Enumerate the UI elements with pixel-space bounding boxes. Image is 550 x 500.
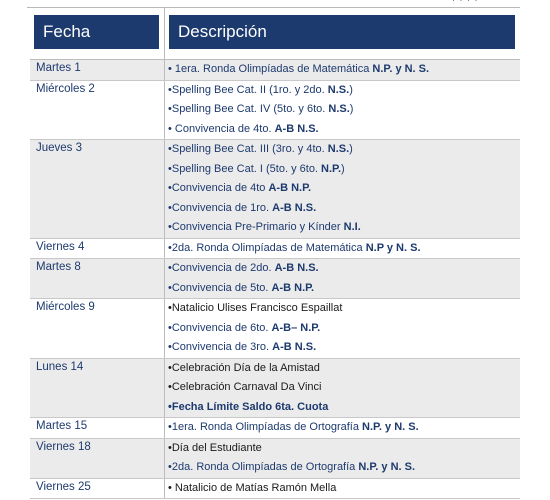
event-item (168, 120, 520, 140)
row-date: Martes 8 (30, 259, 165, 298)
event-text: •Spelling Bee Cat. III (3ro. y 4to. (168, 143, 328, 155)
table-row (30, 418, 520, 439)
row-date: Jueves 3 (30, 140, 165, 238)
event-text: • Natalicio de Matías Ramón Mella (168, 481, 337, 494)
event-item (168, 199, 520, 219)
event-item (168, 439, 520, 459)
event-item (168, 299, 520, 319)
event-text: •Spelling Bee Cat. II (1ro. y 2do. (168, 83, 328, 96)
corner-mark: · · · · (452, 0, 479, 5)
row-descriptions (165, 418, 520, 438)
event-text: •Convivencia de 4to (168, 182, 269, 194)
event-text: •Convivencia de 5to. (168, 281, 272, 294)
event-item (168, 239, 520, 259)
event-text: •Natalicio Ulises Francisco Espaillat (168, 302, 343, 314)
event-level-text: N.P y N. S. (365, 241, 421, 254)
row-descriptions (165, 359, 520, 418)
table-row (30, 299, 520, 359)
row-date: Viernes 18 (30, 439, 165, 478)
event-level-text: •Fecha Límite Saldo 6ta. Cuota (168, 400, 329, 413)
row-date: Viernes 25 (30, 479, 165, 499)
table-header (30, 8, 520, 60)
event-text: •Convivencia de 6to. (168, 321, 272, 334)
row-descriptions (165, 439, 520, 478)
row-descriptions (165, 299, 520, 358)
row-descriptions (165, 259, 520, 298)
events-table (30, 8, 520, 499)
event-level-text: A-B N.S. (272, 201, 317, 214)
table-row (30, 259, 520, 299)
event-level-text: N.P. (321, 162, 342, 175)
event-item (168, 398, 520, 418)
event-item (168, 218, 520, 238)
event-item (168, 160, 520, 180)
event-text: •Convivencia de 2do. (168, 262, 275, 274)
row-date: Viernes 4 (30, 239, 165, 259)
table-body (30, 60, 520, 499)
row-descriptions (165, 60, 520, 80)
event-text: ) (341, 162, 345, 175)
event-text: ) (349, 143, 353, 155)
row-descriptions (165, 81, 520, 140)
event-text: •Día del Estudiante (168, 441, 262, 454)
event-item (168, 279, 520, 299)
row-date: Miércoles 9 (30, 299, 165, 358)
row-descriptions (165, 239, 520, 259)
event-level-text: A-B N.S. (272, 341, 317, 353)
event-text: •Spelling Bee Cat. IV (5to. y 6to. (168, 103, 329, 115)
event-level-text: A-B N.S. (274, 262, 319, 274)
event-text: ) (349, 83, 353, 96)
row-date: Lunes 14 (30, 359, 165, 418)
event-item (168, 179, 520, 199)
event-text: •Celebración Día de la Amistad (168, 361, 320, 374)
header-descripcion: Descripción (169, 15, 515, 49)
event-text: •Spelling Bee Cat. I (5to. y 6to. (168, 162, 322, 175)
event-item (168, 418, 520, 438)
row-descriptions (165, 140, 520, 238)
event-level-text: A-B N.P. (268, 182, 312, 194)
event-item (168, 359, 520, 379)
event-level-text: A-B N.P. (271, 281, 315, 294)
event-text: ) (349, 103, 354, 115)
event-text: •Convivencia de 1ro. (168, 201, 273, 214)
event-item (168, 458, 520, 478)
event-level-text: N.P. y N. S. (362, 421, 419, 433)
event-text: • 1era. Ronda Olimpíadas de Matemática (168, 63, 373, 75)
row-date: Martes 15 (30, 418, 165, 438)
event-text: •1era. Ronda Olimpíadas de Ortografía (168, 421, 363, 433)
event-item (168, 259, 520, 279)
row-date: Martes 1 (30, 60, 165, 80)
event-level-text: N.S. (327, 83, 350, 96)
event-item (168, 319, 520, 339)
event-item (168, 100, 520, 120)
event-level-text: A-B– N.P. (271, 321, 321, 334)
event-level-text: N.S. (327, 143, 350, 155)
event-item (168, 140, 520, 160)
event-text: •2da. Ronda Olimpíadas de Ortografía (168, 461, 359, 473)
table-row (30, 359, 520, 419)
event-text: •Convivencia Pre-Primario y Kínder (168, 221, 344, 233)
event-item (168, 338, 520, 358)
event-item (168, 81, 520, 101)
event-item (168, 479, 520, 499)
event-item (168, 378, 520, 398)
table-row (30, 140, 520, 239)
row-descriptions (165, 479, 520, 499)
event-text: •Celebración Carnaval Da Vinci (168, 381, 322, 393)
header-fecha: Fecha (34, 15, 159, 49)
event-text: •2da. Ronda Olimpíadas de Matemática (168, 241, 366, 254)
event-level-text: N.I. (343, 221, 361, 233)
table-row (30, 479, 520, 500)
table-row (30, 239, 520, 260)
table-row (30, 439, 520, 479)
event-level-text: N.S. (328, 103, 350, 115)
table-row (30, 81, 520, 141)
event-level-text: A-B N.S. (274, 122, 319, 135)
row-date: Miércoles 2 (30, 81, 165, 140)
event-item (168, 60, 520, 80)
event-level-text: N.P. y N. S. (358, 461, 416, 473)
event-text: • Convivencia de 4to. (168, 122, 275, 135)
event-text: •Convivencia de 3ro. (168, 341, 273, 353)
event-level-text: N.P. y N. S. (372, 63, 430, 75)
table-row (30, 60, 520, 81)
